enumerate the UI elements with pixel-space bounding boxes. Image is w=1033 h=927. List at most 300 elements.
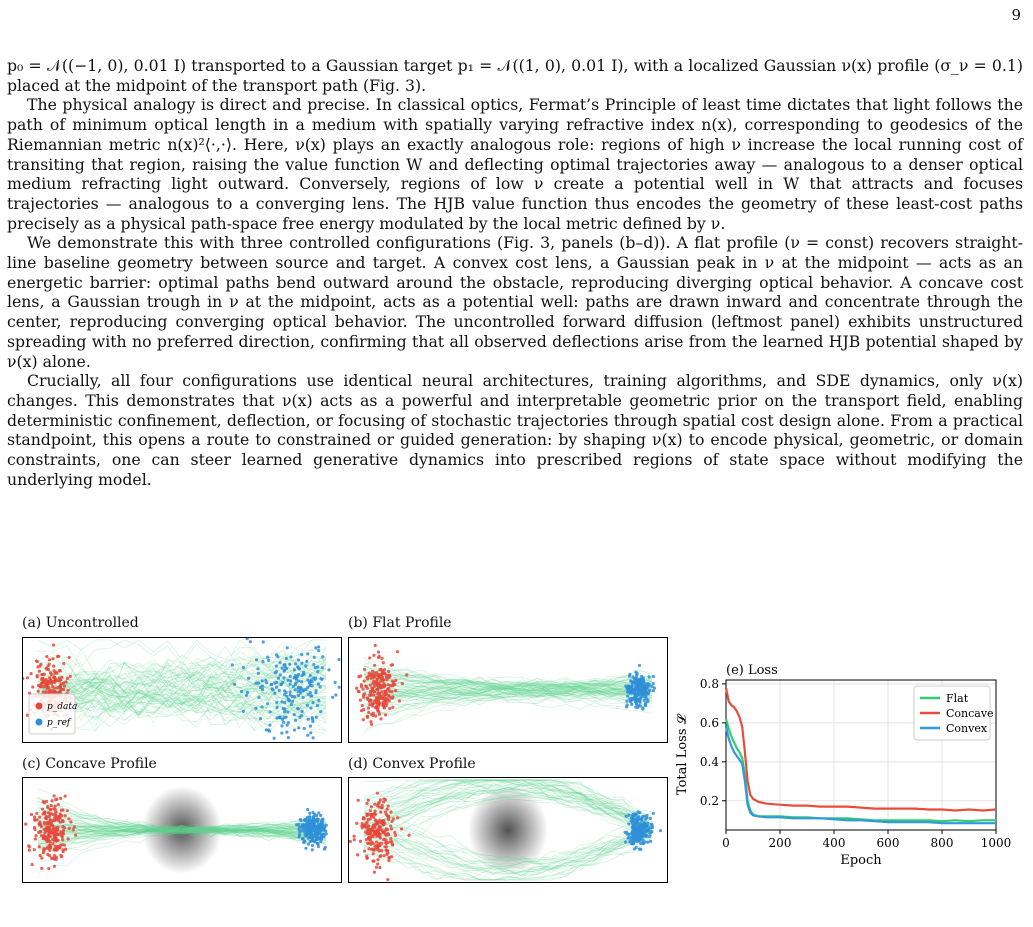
- data-point: [373, 830, 376, 833]
- ref-point: [278, 716, 281, 719]
- ref-point: [268, 724, 271, 727]
- data-point: [377, 650, 380, 653]
- ref-point: [320, 838, 323, 841]
- ref-point: [282, 707, 285, 710]
- ref-point: [267, 659, 270, 662]
- data-point: [373, 812, 376, 815]
- data-point: [40, 678, 43, 681]
- ref-point: [639, 697, 642, 700]
- data-point: [28, 849, 31, 852]
- data-point: [378, 866, 381, 869]
- ref-point: [304, 688, 307, 691]
- ref-point: [318, 826, 321, 829]
- ref-point: [282, 676, 285, 679]
- data-point: [382, 679, 385, 682]
- ref-point: [287, 721, 290, 724]
- ref-point: [300, 710, 303, 713]
- ref-point: [261, 685, 264, 688]
- legend-data-marker: [36, 703, 43, 710]
- data-point: [23, 677, 24, 680]
- ref-point: [302, 671, 305, 674]
- ref-point: [315, 837, 318, 840]
- data-point: [55, 838, 58, 841]
- ref-point: [310, 824, 313, 827]
- ref-point: [630, 703, 633, 706]
- data-point: [371, 702, 374, 705]
- ref-point: [283, 701, 286, 704]
- data-point: [49, 808, 52, 811]
- ref-point: [283, 669, 286, 672]
- ref-point: [271, 687, 274, 690]
- body-text: [7, 56, 1023, 489]
- data-point: [366, 824, 369, 827]
- ref-point: [261, 705, 264, 708]
- data-point: [375, 696, 378, 699]
- ref-point: [646, 693, 649, 696]
- ref-point: [624, 840, 627, 843]
- data-point: [378, 676, 381, 679]
- data-point: [61, 838, 64, 841]
- ref-point: [627, 690, 630, 693]
- ref-point: [642, 692, 645, 695]
- data-point: [40, 867, 43, 870]
- data-point: [59, 833, 62, 836]
- data-point: [28, 845, 31, 848]
- ref-point: [644, 703, 647, 706]
- ref-point: [306, 704, 309, 707]
- ref-point: [334, 693, 337, 696]
- data-point: [380, 657, 383, 660]
- ref-point: [334, 681, 337, 684]
- ref-point: [301, 696, 304, 699]
- data-point: [54, 845, 57, 848]
- ref-point: [309, 706, 312, 709]
- ref-point: [290, 703, 293, 706]
- ref-point: [266, 702, 269, 705]
- data-point: [38, 664, 41, 667]
- x-tick-label: 1000: [980, 836, 1012, 850]
- ref-point: [652, 675, 655, 678]
- ref-point: [289, 655, 292, 658]
- data-point: [58, 846, 61, 849]
- data-point: [48, 689, 51, 692]
- ref-point: [316, 670, 319, 673]
- ref-point: [637, 704, 640, 707]
- ref-point: [306, 808, 309, 811]
- ref-point: [279, 683, 282, 686]
- data-point: [396, 816, 399, 819]
- data-point: [64, 814, 67, 817]
- data-point: [375, 835, 378, 838]
- data-point: [389, 824, 392, 827]
- data-point: [53, 669, 56, 672]
- data-point: [376, 692, 379, 695]
- data-point: [380, 829, 383, 832]
- ref-point: [306, 693, 309, 696]
- data-point: [363, 849, 366, 852]
- data-point: [377, 831, 380, 834]
- data-point: [376, 792, 379, 795]
- data-point: [370, 673, 373, 676]
- ref-point: [273, 737, 276, 740]
- panel-d-convex: [348, 777, 668, 883]
- ref-point: [291, 695, 294, 698]
- data-point: [367, 711, 370, 714]
- page-number: 9: [1011, 6, 1021, 24]
- data-point: [379, 798, 382, 801]
- data-point: [33, 818, 36, 821]
- data-point: [356, 853, 359, 856]
- data-point: [386, 808, 389, 811]
- data-point: [46, 846, 49, 849]
- data-point: [53, 805, 56, 808]
- data-point: [48, 658, 51, 661]
- data-point: [45, 655, 48, 658]
- ref-point: [659, 829, 662, 832]
- data-point: [58, 815, 61, 818]
- data-point: [48, 854, 51, 857]
- ref-point: [317, 811, 320, 814]
- ref-point: [294, 719, 297, 722]
- ref-point: [337, 658, 340, 661]
- data-point: [364, 830, 367, 833]
- data-point: [67, 689, 70, 692]
- data-point: [62, 820, 65, 823]
- data-point: [383, 671, 386, 674]
- data-point: [365, 676, 368, 679]
- ref-point: [306, 821, 309, 824]
- ref-point: [308, 818, 311, 821]
- data-point: [60, 855, 63, 858]
- x-tick-label: 0: [722, 836, 730, 850]
- data-point: [44, 690, 47, 693]
- data-point: [357, 799, 360, 802]
- legend-label: Convex: [946, 722, 988, 735]
- ref-point: [311, 701, 314, 704]
- data-point: [46, 806, 49, 809]
- ref-point: [288, 663, 291, 666]
- ref-point: [300, 662, 303, 665]
- ref-point: [233, 683, 236, 686]
- paragraph-1: p₀ = 𝒩((−1, 0), 0.01 I) transported to a Gaussian target p₁ = 𝒩((1, 0), 0.01 I), with a localized Gaussian ν(x) profile (σ_ν = 0.1) placed at the midpoint of the transport path (Fig. 3).: [7, 56, 1023, 95]
- ref-point: [257, 696, 260, 699]
- ref-point: [625, 815, 628, 818]
- data-point: [363, 668, 366, 671]
- data-point: [53, 865, 56, 868]
- data-point: [391, 684, 394, 687]
- data-point: [386, 851, 389, 854]
- panel-c-concave: [22, 777, 342, 883]
- ref-point: [638, 664, 641, 667]
- ref-point: [320, 829, 323, 832]
- ref-point: [275, 653, 278, 656]
- data-point: [68, 827, 71, 830]
- ref-point: [242, 666, 245, 669]
- x-tick-label: 400: [822, 836, 846, 850]
- data-point: [36, 675, 39, 678]
- ref-point: [309, 694, 312, 697]
- data-point: [363, 679, 366, 682]
- ref-point: [317, 649, 320, 652]
- data-point: [43, 823, 46, 826]
- data-point: [41, 673, 44, 676]
- data-point: [385, 845, 388, 848]
- ref-point: [246, 638, 249, 640]
- data-point: [38, 845, 41, 848]
- legend-box: [29, 694, 78, 734]
- ref-point: [642, 823, 645, 826]
- ref-point: [630, 836, 633, 839]
- ref-point: [325, 832, 328, 835]
- legend-label: Flat: [946, 692, 969, 705]
- data-point: [387, 673, 390, 676]
- data-point: [369, 684, 372, 687]
- data-point: [355, 687, 358, 690]
- data-point: [49, 679, 52, 682]
- ref-point: [634, 706, 637, 709]
- ref-point: [648, 689, 651, 692]
- data-point: [391, 679, 394, 682]
- data-point: [374, 698, 377, 701]
- ref-point: [645, 687, 648, 690]
- ref-point: [317, 645, 320, 648]
- ref-point: [259, 717, 262, 720]
- x-axis-label: Epoch: [840, 853, 882, 868]
- data-point: [390, 690, 393, 693]
- ref-point: [306, 652, 309, 655]
- ref-point: [634, 693, 637, 696]
- data-point: [376, 703, 379, 706]
- ref-point: [312, 676, 315, 679]
- data-point: [35, 812, 38, 815]
- data-point: [407, 834, 410, 837]
- ref-point: [647, 675, 650, 678]
- data-point: [384, 693, 387, 696]
- ref-point: [265, 728, 268, 731]
- ref-point: [646, 822, 649, 825]
- data-point: [365, 855, 368, 858]
- data-point: [372, 824, 375, 827]
- data-point: [368, 694, 371, 697]
- data-point: [365, 802, 368, 805]
- ref-point: [280, 732, 283, 735]
- ref-point: [311, 736, 314, 739]
- data-point: [377, 656, 380, 659]
- ref-point: [634, 677, 637, 680]
- data-point: [45, 683, 48, 686]
- ref-point: [338, 686, 341, 689]
- ref-point: [632, 681, 635, 684]
- ref-point: [321, 655, 324, 658]
- ref-point: [281, 667, 284, 670]
- data-point: [52, 828, 55, 831]
- ref-point: [320, 678, 323, 681]
- data-point: [373, 845, 376, 848]
- data-point: [405, 673, 408, 676]
- data-point: [42, 800, 45, 803]
- ref-point: [646, 825, 649, 828]
- ref-point: [257, 681, 260, 684]
- data-point: [53, 819, 56, 822]
- ref-point: [638, 811, 641, 814]
- ref-point: [283, 716, 286, 719]
- ref-point: [270, 683, 273, 686]
- ref-point: [625, 700, 628, 703]
- data-point: [368, 828, 371, 831]
- panel-b-plot: [349, 638, 667, 742]
- data-point: [34, 837, 37, 840]
- data-point: [374, 644, 377, 647]
- ref-point: [626, 695, 629, 698]
- ref-point: [638, 848, 641, 851]
- data-point: [33, 848, 36, 851]
- y-tick-label: 0.4: [699, 754, 719, 769]
- ref-point: [240, 690, 243, 693]
- data-point: [368, 837, 371, 840]
- data-point: [366, 715, 369, 718]
- data-point: [24, 823, 27, 826]
- ref-point: [297, 679, 300, 682]
- ref-point: [640, 826, 643, 829]
- ref-point: [320, 821, 323, 824]
- data-point: [52, 643, 55, 646]
- data-point: [372, 860, 375, 863]
- data-point: [43, 836, 46, 839]
- ref-point: [648, 835, 651, 838]
- ref-point: [306, 734, 309, 737]
- ref-point: [297, 726, 300, 729]
- data-point: [401, 682, 404, 685]
- data-point: [381, 823, 384, 826]
- ref-point: [266, 656, 269, 659]
- y-tick-label: 0.6: [699, 715, 719, 730]
- ref-point: [639, 842, 642, 845]
- ref-point: [631, 825, 634, 828]
- ref-point: [308, 812, 311, 815]
- ref-point: [293, 668, 296, 671]
- data-point: [387, 670, 390, 673]
- ref-point: [652, 682, 655, 685]
- ref-point: [627, 814, 630, 817]
- ref-point: [295, 823, 298, 826]
- ref-point: [300, 714, 303, 717]
- ref-point: [304, 847, 307, 850]
- data-point: [383, 854, 386, 857]
- data-point: [69, 820, 72, 823]
- panel-c-label: (c) Concave Profile: [22, 756, 157, 772]
- data-point: [58, 669, 61, 672]
- ref-point: [317, 699, 320, 702]
- ref-point: [626, 703, 629, 706]
- data-point: [31, 863, 34, 866]
- data-point: [61, 831, 64, 834]
- ref-point: [632, 688, 635, 691]
- data-point: [383, 702, 386, 705]
- data-point: [366, 842, 369, 845]
- ref-point: [322, 827, 325, 830]
- ref-point: [649, 840, 652, 843]
- ref-point: [300, 825, 303, 828]
- ref-point: [249, 640, 252, 643]
- data-point: [382, 696, 385, 699]
- data-point: [371, 687, 374, 690]
- ref-point: [643, 840, 646, 843]
- ref-point: [245, 694, 248, 697]
- data-point: [382, 682, 385, 685]
- ref-point: [644, 830, 647, 833]
- data-point: [56, 655, 59, 658]
- ref-point: [280, 724, 283, 727]
- data-point: [64, 795, 67, 798]
- ref-point: [644, 834, 647, 837]
- data-point: [357, 675, 360, 678]
- ref-point: [283, 693, 286, 696]
- data-point: [68, 656, 71, 659]
- ref-point: [305, 660, 308, 663]
- data-point: [62, 662, 65, 665]
- data-point: [357, 690, 360, 693]
- ref-point: [299, 686, 302, 689]
- ref-point: [315, 833, 318, 836]
- data-point: [47, 829, 50, 832]
- data-point: [367, 847, 370, 850]
- data-point: [367, 812, 370, 815]
- ref-point: [318, 685, 321, 688]
- data-point: [360, 683, 363, 686]
- data-point: [67, 817, 70, 820]
- data-point: [364, 685, 367, 688]
- ref-point: [231, 663, 234, 666]
- ref-point: [275, 686, 278, 689]
- ref-point: [302, 837, 305, 840]
- data-point: [369, 720, 372, 723]
- ref-point: [321, 818, 324, 821]
- ref-point: [261, 679, 264, 682]
- data-point: [372, 712, 375, 715]
- ref-point: [296, 707, 299, 710]
- ref-point: [297, 673, 300, 676]
- ref-point: [631, 675, 634, 678]
- data-point: [373, 871, 376, 874]
- data-point: [53, 794, 56, 797]
- ref-point: [636, 835, 639, 838]
- ref-point: [307, 718, 310, 721]
- x-tick-label: 800: [930, 836, 954, 850]
- ref-point: [311, 718, 314, 721]
- ref-point: [635, 687, 638, 690]
- data-point: [370, 815, 373, 818]
- data-point: [35, 659, 38, 662]
- data-point: [387, 694, 390, 697]
- data-point: [370, 848, 373, 851]
- data-point: [61, 848, 64, 851]
- data-point: [31, 685, 34, 688]
- ref-point: [275, 716, 278, 719]
- ref-point: [312, 816, 315, 819]
- data-point: [54, 815, 57, 818]
- ref-point: [299, 691, 302, 694]
- ref-point: [303, 727, 306, 730]
- ref-point: [313, 656, 316, 659]
- ref-point: [640, 675, 643, 678]
- ref-point: [317, 845, 320, 848]
- data-point: [41, 807, 44, 810]
- ref-point: [277, 677, 280, 680]
- data-point: [391, 706, 394, 709]
- data-point: [378, 835, 381, 838]
- ref-point: [279, 661, 282, 664]
- data-point: [369, 699, 372, 702]
